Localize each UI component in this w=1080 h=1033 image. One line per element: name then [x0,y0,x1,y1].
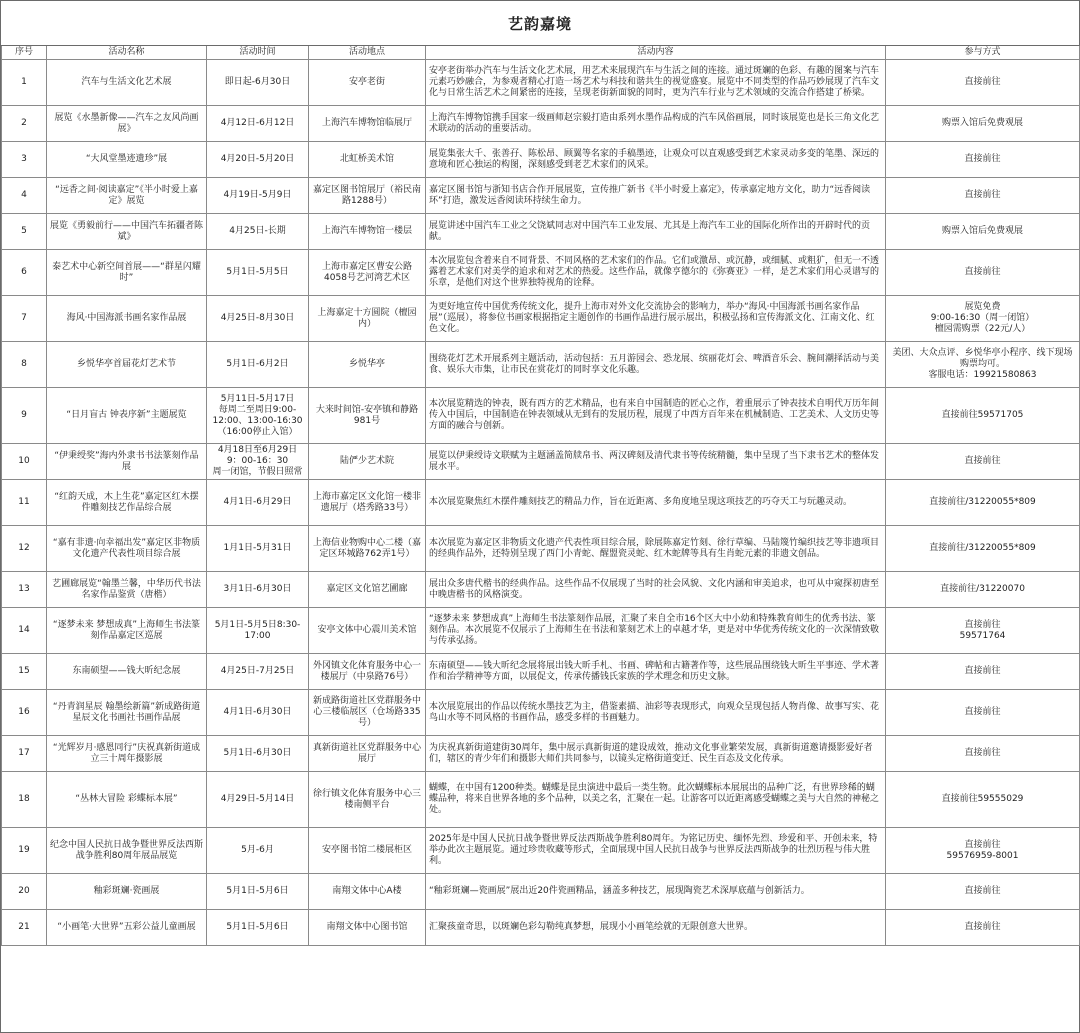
cell-name[interactable]: 东南硕望——钱大昕纪念展 [47,654,207,690]
cell-method[interactable]: 美团、大众点评、乡悦华亭小程序、线下现场购票均可。 客服电话：19921580863 [886,342,1080,388]
cell-no[interactable]: 3 [2,142,47,178]
cell-time[interactable]: 5月1日-5月5日 [207,250,309,296]
cell-no[interactable]: 14 [2,608,47,654]
cell-no[interactable]: 18 [2,772,47,828]
table-row [2,106,1080,142]
cell-no[interactable]: 21 [2,910,47,946]
cell-time[interactable]: 5月-6月 [207,828,309,874]
cell-method[interactable]: 直接前往 [886,654,1080,690]
cell-no[interactable]: 17 [2,736,47,772]
cell-time[interactable]: 4月12日-6月12日 [207,106,309,142]
cell-time[interactable]: 1月1日-5月31日 [207,526,309,572]
cell-no[interactable]: 8 [2,342,47,388]
table-row [2,828,1080,874]
cell-name[interactable]: “红韵天成，木上生花”嘉定区红木摆件雕刻技艺作品综合展 [47,480,207,526]
cell-method[interactable]: 直接前往 59571764 [886,608,1080,654]
cell-method[interactable]: 购票入馆后免费观展 [886,106,1080,142]
cell-place[interactable]: 上海汽车博物馆临展厅 [309,106,426,142]
table-row [2,772,1080,828]
cell-method[interactable]: 直接前往 [886,444,1080,480]
cell-content[interactable]: 2025年是中国人民抗日战争暨世界反法西斯战争胜利80周年。为铭记历史、缅怀先烈、珍爱和平、开创未来，特举办此次主题展览。通过珍贵收藏等形式，全面展现中国人民抗日战争与世界反法西斯战争的壮烈历程与伟大胜利。 [426,828,886,874]
cell-no[interactable]: 20 [2,874,47,910]
cell-no[interactable]: 19 [2,828,47,874]
cell-place[interactable]: 北虹桥美术馆 [309,142,426,178]
cell-content[interactable]: 本次展览聚焦红木摆件雕刻技艺的精品力作，旨在近距离、多角度地呈现这项技艺的巧夺天工与玩趣灵动。 [426,480,886,526]
cell-name[interactable]: 艺圃廊展览“翰墨兰馨，中华历代书法名家作品鉴赏（唐楷） [47,572,207,608]
cell-content[interactable]: “逐梦未来 梦想成真”上海师生书法篆刻作品展，汇聚了来自全市16个区大中小幼和特殊教育师生的优秀书法、篆刻作品。本次展览不仅展示了上海师生在书法和篆刻艺术上的卓越才华，更是对中华优秀传统文化的一次深情致敬与传承弘扬。 [426,608,886,654]
cell-time[interactable]: 4月19日-5月9日 [207,178,309,214]
cell-place[interactable]: 上海嘉定十方圆院（檀园内） [309,296,426,342]
cell-method[interactable]: 直接前往 [886,874,1080,910]
cell-method[interactable]: 直接前往59571705 [886,388,1080,444]
table-row [2,736,1080,772]
cell-method[interactable]: 直接前往 [886,178,1080,214]
table-body [2,60,1080,946]
cell-place[interactable]: 安亭老街 [309,60,426,106]
cell-name[interactable]: “伊秉绶奖”海内外隶书书法篆刻作品展 [47,444,207,480]
cell-time[interactable]: 4月25日-长期 [207,214,309,250]
cell-name[interactable]: 釉彩斑斓·瓷画展 [47,874,207,910]
table-row [2,250,1080,296]
col-header-no: 序号 [2,46,47,60]
cell-name[interactable]: “嘉有非遗·向幸福出发”嘉定区非物质文化遗产代表性项目综合展 [47,526,207,572]
cell-method[interactable]: 购票入馆后免费观展 [886,214,1080,250]
cell-content[interactable]: 为更好地宣传中国优秀传统文化，提升上海市对外文化交流协会的影响力，举办“海风·中国海派书画名家作品展”（巡展），将参位书画家根据指定主题创作的书画作品进行展示展出，积极弘扬和宣传海派文化、江南文化、红色文化。 [426,296,886,342]
cell-method[interactable]: 直接前往 [886,142,1080,178]
cell-time[interactable]: 5月1日-6月30日 [207,736,309,772]
cell-content[interactable]: 蝴蝶，在中国有1200种类。蝴蝶是昆虫演进中最后一类生物。此次蝴蝶标本展展出的品种广泛，有世界珍稀的蝴蝶品种，将来自世界各地的多个品种，以美之名，汇聚在一起。让游客可以近距离感受蝴蝶之美与大自然的神秘之处。 [426,772,886,828]
table-row [2,388,1080,444]
cell-name[interactable]: “远香之间·阅读嘉定”《半小时爱上嘉定》展览 [47,178,207,214]
cell-place[interactable]: 嘉定区文化馆艺圃廊 [309,572,426,608]
cell-place[interactable]: 徐行镇文化体育服务中心三楼南侧平台 [309,772,426,828]
cell-content[interactable]: 嘉定区图书馆与浙知书店合作开展展览，宣传推广新书《半小时爱上嘉定》，传承嘉定地方文化，助力“远香阅读环”打造，激发远香阅读环持续生命力。 [426,178,886,214]
cell-time[interactable]: 5月1日-5月6日 [207,910,309,946]
cell-time[interactable]: 5月11日-5月17日 每周二至周日9:00-12:00、13:00-16:30（16:00停止入馆） [207,388,309,444]
cell-no[interactable]: 9 [2,388,47,444]
table-row [2,444,1080,480]
cell-place[interactable]: 真新街道社区党群服务中心展厅 [309,736,426,772]
table-row [2,296,1080,342]
cell-place[interactable]: 外冈镇文化体育服务中心一楼展厅（中泉路76号） [309,654,426,690]
cell-content[interactable]: 安亭老街举办汽车与生活文化艺术展，用艺术来展现汽车与生活之间的连接。通过斑斓的色彩、有趣的图案与汽车元素巧妙融合，为参观者精心打造一场艺术与科技和谐共生的视觉盛宴。展览中不同类型的作品巧妙展现了汽车文化与日常生活艺术之间紧密的连接，呈现老街新面貌的同时，更为汽车行业与艺术领域的交流合作搭建了桥梁。 [426,60,886,106]
col-header-content: 活动内容 [426,46,886,60]
cell-method[interactable]: 直接前往/31220070 [886,572,1080,608]
table-row [2,874,1080,910]
cell-no[interactable]: 5 [2,214,47,250]
cell-time[interactable]: 4月1日-6月29日 [207,480,309,526]
cell-no[interactable]: 6 [2,250,47,296]
cell-method[interactable]: 直接前往/31220055*809 [886,526,1080,572]
col-header-time: 活动时间 [207,46,309,60]
cell-content[interactable]: 本次展览为嘉定区非物质文化遗产代表性项目综合展，除展陈嘉定竹刻、徐行草编、马陆篾竹编织技艺等非遗项目的经典作品外，还特别呈现了西门小青蛇、醒盟瓷灵蛇、红木蛇牌等具有生肖蛇元素的非遗文创品。 [426,526,886,572]
cell-place[interactable]: 嘉定区图书馆展厅（裕民南路1288号） [309,178,426,214]
cell-method[interactable]: 直接前往 [886,250,1080,296]
cell-time[interactable]: 3月1日-6月30日 [207,572,309,608]
cell-place[interactable]: 大来时间馆-安亭镇和静路981号 [309,388,426,444]
cell-time[interactable]: 4月20日-5月20日 [207,142,309,178]
cell-method[interactable]: 直接前往/31220055*809 [886,480,1080,526]
cell-name[interactable]: 海风·中国海派书画名家作品展 [47,296,207,342]
cell-time[interactable]: 5月1日-6月2日 [207,342,309,388]
table-row [2,342,1080,388]
cell-method[interactable]: 直接前往 [886,910,1080,946]
cell-no[interactable]: 16 [2,690,47,736]
cell-time[interactable]: 5月1日-5月6日 [207,874,309,910]
cell-no[interactable]: 15 [2,654,47,690]
header-row [2,46,1080,60]
cell-name[interactable]: “大风堂墨迹遗珍”展 [47,142,207,178]
cell-no[interactable]: 11 [2,480,47,526]
cell-place[interactable]: 新成路街道社区党群服务中心三楼临展区（仓场路335号） [309,690,426,736]
cell-name[interactable]: “逐梦未来 梦想成真”上海师生书法篆刻作品嘉定区巡展 [47,608,207,654]
cell-no[interactable]: 1 [2,60,47,106]
sheet-title: 艺韵嘉境 [1,1,1079,46]
cell-time[interactable]: 即日起-6月30日 [207,60,309,106]
cell-name[interactable]: 泰艺术中心新空间首展——“群星闪耀时” [47,250,207,296]
cell-method[interactable]: 直接前往59555029 [886,772,1080,828]
cell-method[interactable]: 直接前往 [886,60,1080,106]
cell-no[interactable]: 4 [2,178,47,214]
cell-content[interactable]: 东南硕望——钱大昕纪念展将展出钱大昕手札、书画、碑帖和古籍著作等，这些展品围绕钱大昕生平事迹、学术著作和治学精神等方面，以展促文，传承传播钱氏家族的学术理念和历史文脉。 [426,654,886,690]
cell-place[interactable]: 上海市嘉定区文化馆一楼非遗展厅（塔秀路33号） [309,480,426,526]
cell-place[interactable]: 陆俨少艺术院 [309,444,426,480]
cell-name[interactable]: “丛林大冒险 彩蝶标本展” [47,772,207,828]
cell-no[interactable]: 12 [2,526,47,572]
cell-content[interactable]: 本次展览精选的钟表，既有西方的艺术精品，也有来自中国制造的匠心之作，着重展示了钟表技术自明代万历年间传入中国后，中国制造在钟表领域从无到有的发展历程，展现了中西方百年来在机械制造、工艺美术、人文历史等方面的融合与创新。 [426,388,886,444]
cell-place[interactable]: 上海信业物购中心二楼（嘉定区环城路762弄1号） [309,526,426,572]
cell-place[interactable]: 南翔文体中心A楼 [309,874,426,910]
cell-name[interactable]: 展览《勇毅前行——中国汽车拓疆者陈斌》 [47,214,207,250]
cell-place[interactable]: 安亭图书馆二楼展柜区 [309,828,426,874]
table-row [2,214,1080,250]
cell-method[interactable]: 直接前往 [886,690,1080,736]
table-row [2,608,1080,654]
cell-content[interactable]: 展览以伊秉绶诗文联赋为主题涵盖简牍帛书、两汉碑刻及清代隶书等传统精髓，集中呈现了当下隶书艺术的整体发展水平。 [426,444,886,480]
cell-name[interactable]: “光辉岁月·感恩同行”庆祝真新街道成立三十周年摄影展 [47,736,207,772]
table-row [2,60,1080,106]
cell-name[interactable]: “日月盲古 钟表序新”主题展览 [47,388,207,444]
cell-content[interactable]: 为庆祝真新街道建街30周年，集中展示真新街道的建设成效，推动文化事业繁荣发展，真新街道邀请摄影爱好者们，辖区的青少年们和摄影大师们共同参与，以镜头定格街道变迁、民生百态及文化传承。 [426,736,886,772]
cell-name[interactable]: 展览《水墨新像——汽车之友风尚画展》 [47,106,207,142]
cell-time[interactable]: 4月1日-6月30日 [207,690,309,736]
cell-place[interactable]: 南翔文体中心图书馆 [309,910,426,946]
col-header-method: 参与方式 [886,46,1080,60]
cell-time[interactable]: 4月18日至6月29日 9：00-16：30 周一闭馆，节假日照常 [207,444,309,480]
cell-method[interactable]: 直接前往 [886,736,1080,772]
cell-method[interactable]: 展览免费 9:00-16:30（周一闭馆） 檀园需购票（22元/人） [886,296,1080,342]
cell-no[interactable]: 2 [2,106,47,142]
cell-content[interactable]: “釉彩斑斓—瓷画展”展出近20件瓷画精品，涵盖多种技艺，展现陶瓷艺术深厚底蕴与创新活力。 [426,874,886,910]
cell-content[interactable]: 汇聚孩童奇思，以斑斓色彩勾勒纯真梦想，展现小小画笔绘就的无限创意大世界。 [426,910,886,946]
table-row [2,572,1080,608]
activity-table [1,46,1080,946]
cell-time[interactable]: 4月29日-5月14日 [207,772,309,828]
table-row [2,526,1080,572]
cell-name[interactable]: 纪念中国人民抗日战争暨世界反法西斯战争胜利80周年展品展览 [47,828,207,874]
cell-content[interactable]: 围绕花灯艺术开展系列主题活动，活动包括：五月游园会、恐龙展、缤丽花灯会、啤酒音乐会、腕间潮择活动与美食、娱乐大市集，让市民在赏花灯的同时享文化乐趣。 [426,342,886,388]
cell-no[interactable]: 10 [2,444,47,480]
cell-no[interactable]: 7 [2,296,47,342]
cell-place[interactable]: 安亭文体中心震川美术馆 [309,608,426,654]
col-header-name: 活动名称 [47,46,207,60]
cell-name[interactable]: 乡悦华亭首届花灯艺术节 [47,342,207,388]
table-row [2,142,1080,178]
cell-place[interactable]: 乡悦华亭 [309,342,426,388]
table-row [2,654,1080,690]
cell-place[interactable]: 上海汽车博物馆一楼层 [309,214,426,250]
cell-name[interactable]: “小画笔·大世界”五彩公益儿童画展 [47,910,207,946]
cell-no[interactable]: 13 [2,572,47,608]
cell-time[interactable]: 4月25日-7月25日 [207,654,309,690]
cell-content[interactable]: 展览集张大千、张善孖、陈松昂、顾翼等名家的手稿墨迹，让观众可以直观感受到艺术家灵动多变的笔墨、深远的意境和匠心独运的构图，深刻感受到老艺术家们的风采。 [426,142,886,178]
table-row [2,178,1080,214]
table-row [2,690,1080,736]
col-header-place: 活动地点 [309,46,426,60]
table-row [2,480,1080,526]
cell-content[interactable]: 本次展览包含着来自不同背景、不同风格的艺术家们的作品。它们或激昂、或沉静，或细腻、或粗犷，但无一不透露着艺术家们对美学的追求和对艺术的热爱。这些作品，就像亨德尔的《弥赛亚》一样，是艺术家们用心灵谱写的乐章，是他们对这个世界独特视角的诠释。 [426,250,886,296]
table-row [2,910,1080,946]
cell-name[interactable]: “丹青润星辰 翰墨绘新篇”新成路街道星辰文化书画社书画作品展 [47,690,207,736]
cell-name[interactable]: 汽车与生活文化艺术展 [47,60,207,106]
cell-place[interactable]: 上海市嘉定区曹安公路4058号艺河湾艺术区 [309,250,426,296]
cell-time[interactable]: 4月25日-8月30日 [207,296,309,342]
cell-time[interactable]: 5月1日-5月5日8:30-17:00 [207,608,309,654]
cell-content[interactable]: 本次展览展出的作品以传统水墨技艺为主，借鉴素描、油彩等表现形式，向观众呈现包括人物肖像、故事写实、花鸟山水等不同风格的书画作品，感受多样的书画魅力。 [426,690,886,736]
cell-content[interactable]: 展出众多唐代楷书的经典作品。这些作品不仅展现了当时的社会风貌、文化内涵和审美追求，也可从中窥探初唐至中晚唐楷书的风格演变。 [426,572,886,608]
cell-content[interactable]: 展览讲述中国汽车工业之父饶斌同志对中国汽车工业发展、尤其是上海汽车工业的国际化所作出的开辟时代的贡献。 [426,214,886,250]
cell-method[interactable]: 直接前往 59576959-8001 [886,828,1080,874]
cell-content[interactable]: 上海汽车博物馆携手国家一级画师赵宗毅打造由系列水墨作品构成的汽车风俗画展，同时该展览也是长三角文化艺术联动的活动的重要活动。 [426,106,886,142]
